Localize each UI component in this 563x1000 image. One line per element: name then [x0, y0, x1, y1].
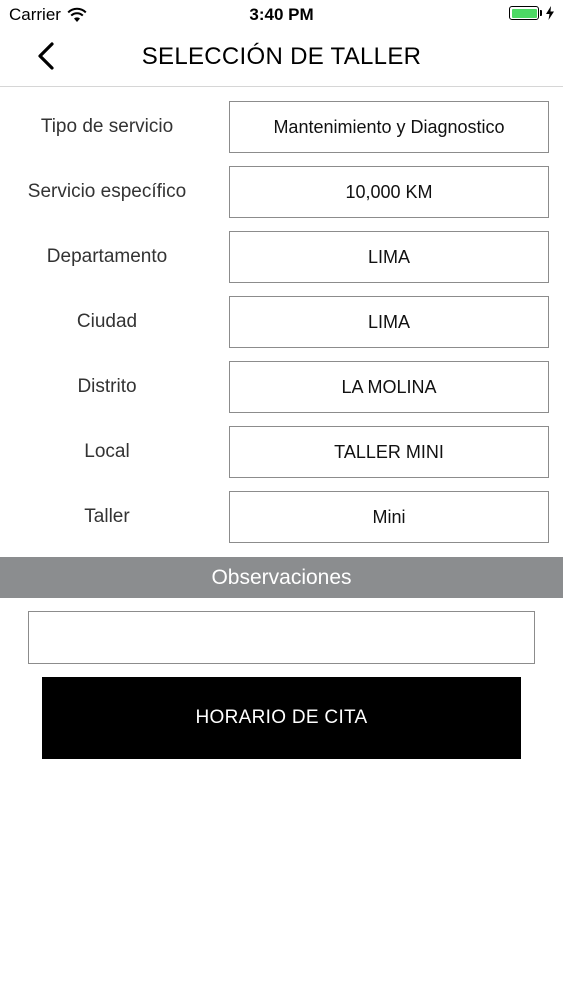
battery-indicator [509, 6, 555, 20]
observations-header: Observaciones [0, 557, 563, 598]
battery-icon [509, 6, 539, 20]
page-title: SELECCIÓN DE TALLER [141, 43, 422, 70]
local-select[interactable]: TALLER MINI [229, 426, 549, 478]
ciudad-label: Ciudad [76, 311, 138, 332]
form-row-taller [0, 491, 563, 543]
status-bar [0, 0, 563, 30]
observations-input[interactable] [28, 611, 535, 664]
charging-bolt-icon [545, 6, 555, 20]
form-row-distrito [0, 361, 563, 413]
status-time: 3:40 PM [249, 5, 314, 24]
form-row-ciudad [0, 296, 563, 348]
distrito-select[interactable]: LA MOLINA [229, 361, 549, 413]
form-row-servicio-especifico [0, 166, 563, 218]
distrito-label: Distrito [77, 376, 137, 397]
departamento-label: Departamento [46, 246, 168, 267]
battery-level [512, 9, 537, 18]
taller-select[interactable]: Mini [229, 491, 549, 543]
tipo-servicio-select[interactable]: Mantenimiento y Diagnostico [229, 101, 549, 153]
schedule-appointment-button[interactable]: HORARIO DE CITA [42, 677, 521, 759]
local-label: Local [84, 441, 130, 462]
form-row-tipo-servicio [0, 101, 563, 153]
ciudad-select[interactable]: LIMA [229, 296, 549, 348]
servicio-especifico-label: Servicio específico [27, 181, 187, 202]
navigation-bar [0, 30, 563, 87]
form-row-local [0, 426, 563, 478]
departamento-select[interactable]: LIMA [229, 231, 549, 283]
carrier-label: Carrier [9, 5, 61, 24]
tipo-servicio-label: Tipo de servicio [40, 116, 174, 137]
battery-nub [540, 10, 542, 16]
taller-label: Taller [84, 506, 130, 527]
servicio-especifico-select[interactable]: 10,000 KM [229, 166, 549, 218]
form-row-departamento [0, 231, 563, 283]
